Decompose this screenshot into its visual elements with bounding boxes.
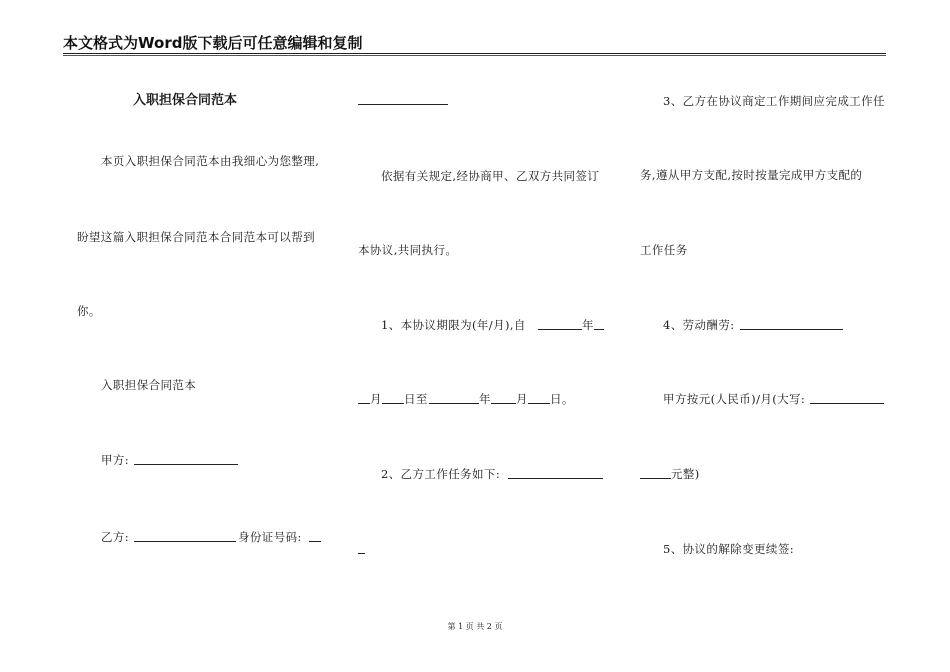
end-day-blank — [528, 403, 550, 404]
party-b-label: 乙方: — [101, 530, 130, 544]
document-title: 入职担保合同范本 — [133, 93, 238, 108]
clause-3-line-2: 务,遵从甲方支配,按时按量完成甲方支配的 — [640, 168, 863, 182]
pay-blank — [740, 329, 843, 330]
clause-1-term: 1、本协议期限为(年/月),自 — [381, 318, 526, 332]
id-number-label: 身份证号码: — [238, 530, 302, 544]
end-year-label: 年 — [479, 392, 491, 406]
party-a-label: 甲方: — [101, 453, 130, 467]
start-year-label: 年 — [582, 318, 594, 332]
intro-line-3: 你。 — [77, 304, 101, 318]
start-day-label: 日至 — [404, 392, 428, 406]
page-number: 第 1 页 共 2 页 — [447, 622, 503, 631]
header-rule — [63, 53, 886, 54]
agreement-line-2: 本协议,共同执行。 — [358, 243, 458, 257]
tasks-blank — [508, 478, 603, 479]
clause-4-pay: 4、劳动酬劳: — [663, 318, 735, 332]
start-day-blank — [382, 403, 404, 404]
id-number-blank — [309, 541, 321, 542]
end-month-label: 月 — [516, 392, 528, 406]
start-month-blank-2 — [358, 403, 370, 404]
party-a-blank — [134, 464, 238, 465]
document-header: 本文格式为Word版下载后可任意编辑和复制 — [63, 34, 363, 52]
continued-blank — [358, 104, 448, 105]
clause-2-tasks: 2、乙方工作任务如下: — [381, 467, 501, 481]
clause-5-termination: 5、协议的解除变更续签: — [663, 542, 794, 556]
pay-unit-label: 元整) — [671, 467, 700, 481]
start-month-blank — [594, 329, 604, 330]
agreement-line-1: 依据有关规定,经协商甲、乙双方共同签订 — [381, 169, 600, 183]
pay-amount-blank — [810, 403, 884, 404]
clause-3-line-3: 工作任务 — [640, 243, 688, 257]
tasks-blank-continued — [358, 553, 365, 554]
intro-line-2: 盼望这篇入职担保合同范本合同范本可以帮到 — [77, 230, 315, 244]
start-year-blank — [538, 329, 582, 330]
clause-3-line-1: 3、乙方在协议商定工作期间应完成工作任 — [663, 94, 885, 108]
end-day-label: 日。 — [550, 392, 574, 406]
intro-line-1: 本页入职担保合同范本由我细心为您整理, — [101, 154, 320, 168]
contract-subtitle: 入职担保合同范本 — [101, 378, 197, 392]
start-month-label: 月 — [370, 392, 382, 406]
party-b-blank — [134, 541, 236, 542]
pay-amount-blank-2 — [640, 478, 671, 479]
end-year-blank — [429, 403, 479, 404]
pay-rate-line: 甲方按元(人民币)/月(大写: — [663, 392, 806, 406]
end-month-blank — [491, 403, 516, 404]
header-rule-thin — [63, 55, 886, 56]
